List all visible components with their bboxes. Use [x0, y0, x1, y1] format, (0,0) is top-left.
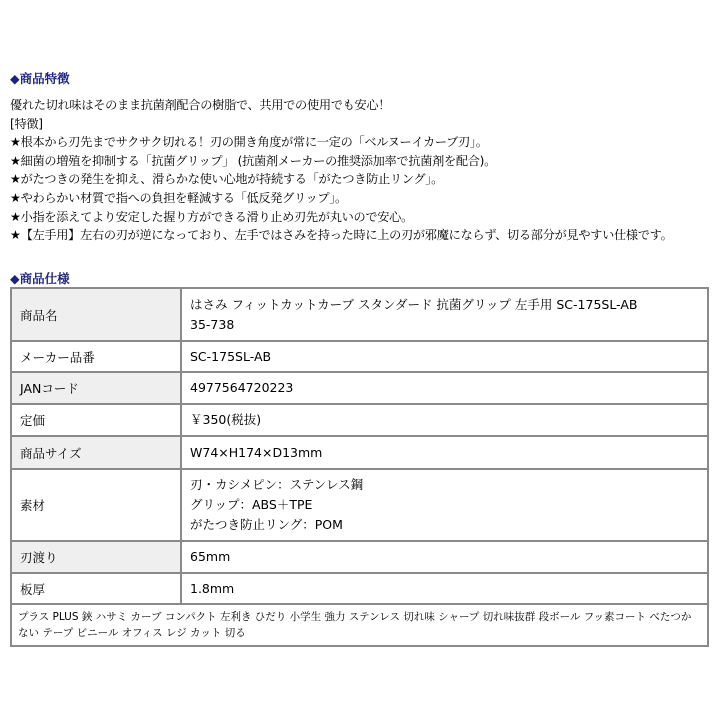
spec-value-line: 刃・カシメピン：ステンレス鋼 — [190, 477, 364, 492]
spec-value-line: はさみ フィットカットカーブ スタンダード 抗菌グリップ 左手用 SC-175SL-AB — [190, 296, 638, 312]
spec-value: 1.8mm — [181, 573, 708, 604]
table-row — [11, 372, 708, 404]
table-row — [11, 541, 708, 573]
spec-value — [181, 469, 708, 541]
table-row — [11, 288, 708, 341]
keywords-cell: プラス PLUS 鋏 ハサミ カーブ コンパクト 左利き ひだり 小学生 強力 ステンレス 切れ味 シャープ 切れ味抜群 段ボール フッ素コート べたつかない テープ ビニール オフィス レジ カット 切る — [11, 604, 708, 646]
feature-line: ★根本から刃先までサクサク切れる！刃の開き角度が常に一定の「ベルヌーイカーブ刃」。 — [10, 135, 488, 150]
specs-heading: ◆商品仕様 — [10, 271, 70, 286]
feature-line: ★小指を添えてより安定した握り方ができる滑り止め刃先が丸いので安心。 — [10, 209, 413, 224]
table-row — [11, 573, 708, 604]
feature-line: ★やわらかい材質で指への負担を軽減する「低反発グリップ」。 — [10, 190, 347, 205]
spec-label: 板厚 — [11, 573, 181, 604]
spec-value — [181, 288, 708, 341]
feature-line: [特徴] — [10, 116, 43, 131]
table-row — [11, 604, 708, 646]
spec-label: 商品サイズ — [11, 436, 181, 469]
specs-table — [10, 287, 709, 647]
feature-line: ★がたつきの発生を抑え、滑らかな使い心地が持続する「がたつき防止リング」。 — [10, 172, 443, 187]
spec-value: W74×H174×D13mm — [181, 436, 708, 469]
feature-line: ★細菌の増殖を抑制する「抗菌グリップ」 (抗菌剤メーカーの推奨添加率で抗菌剤を配合)。 — [10, 153, 496, 168]
spec-value-line: 35-738 — [190, 316, 235, 332]
spec-label: メーカー品番 — [11, 341, 181, 372]
spec-label: 定価 — [11, 404, 181, 436]
spec-label: 商品名 — [11, 288, 181, 341]
feature-line: 優れた切れ味はそのまま抗菌剤配合の樹脂で、共用での使用でも安心！ — [10, 98, 391, 112]
table-row — [11, 436, 708, 469]
features-heading: ◆商品特徴 — [10, 71, 70, 86]
table-row — [11, 404, 708, 436]
table-row — [11, 341, 708, 372]
table-row — [11, 469, 708, 541]
spec-label: 刃渡り — [11, 541, 181, 573]
spec-value: 4977564720223 — [181, 372, 708, 404]
spec-value: SC-175SL-AB — [181, 341, 708, 372]
spec-label: 素材 — [11, 469, 181, 541]
spec-value-line: がたつき防止リング：POM — [190, 517, 343, 532]
spec-value: ￥350(税抜) — [181, 404, 708, 436]
spec-value-line: グリップ：ABS＋TPE — [190, 497, 313, 512]
feature-line: ★【左手用】左右の刃が逆になっており、左手ではさみを持った時に上の刃が邪魔にならず、切る部分が見やすい仕様です。 — [10, 228, 673, 243]
spec-label: JANコード — [11, 372, 181, 404]
features-text — [10, 96, 713, 245]
spec-value: 65mm — [181, 541, 708, 573]
